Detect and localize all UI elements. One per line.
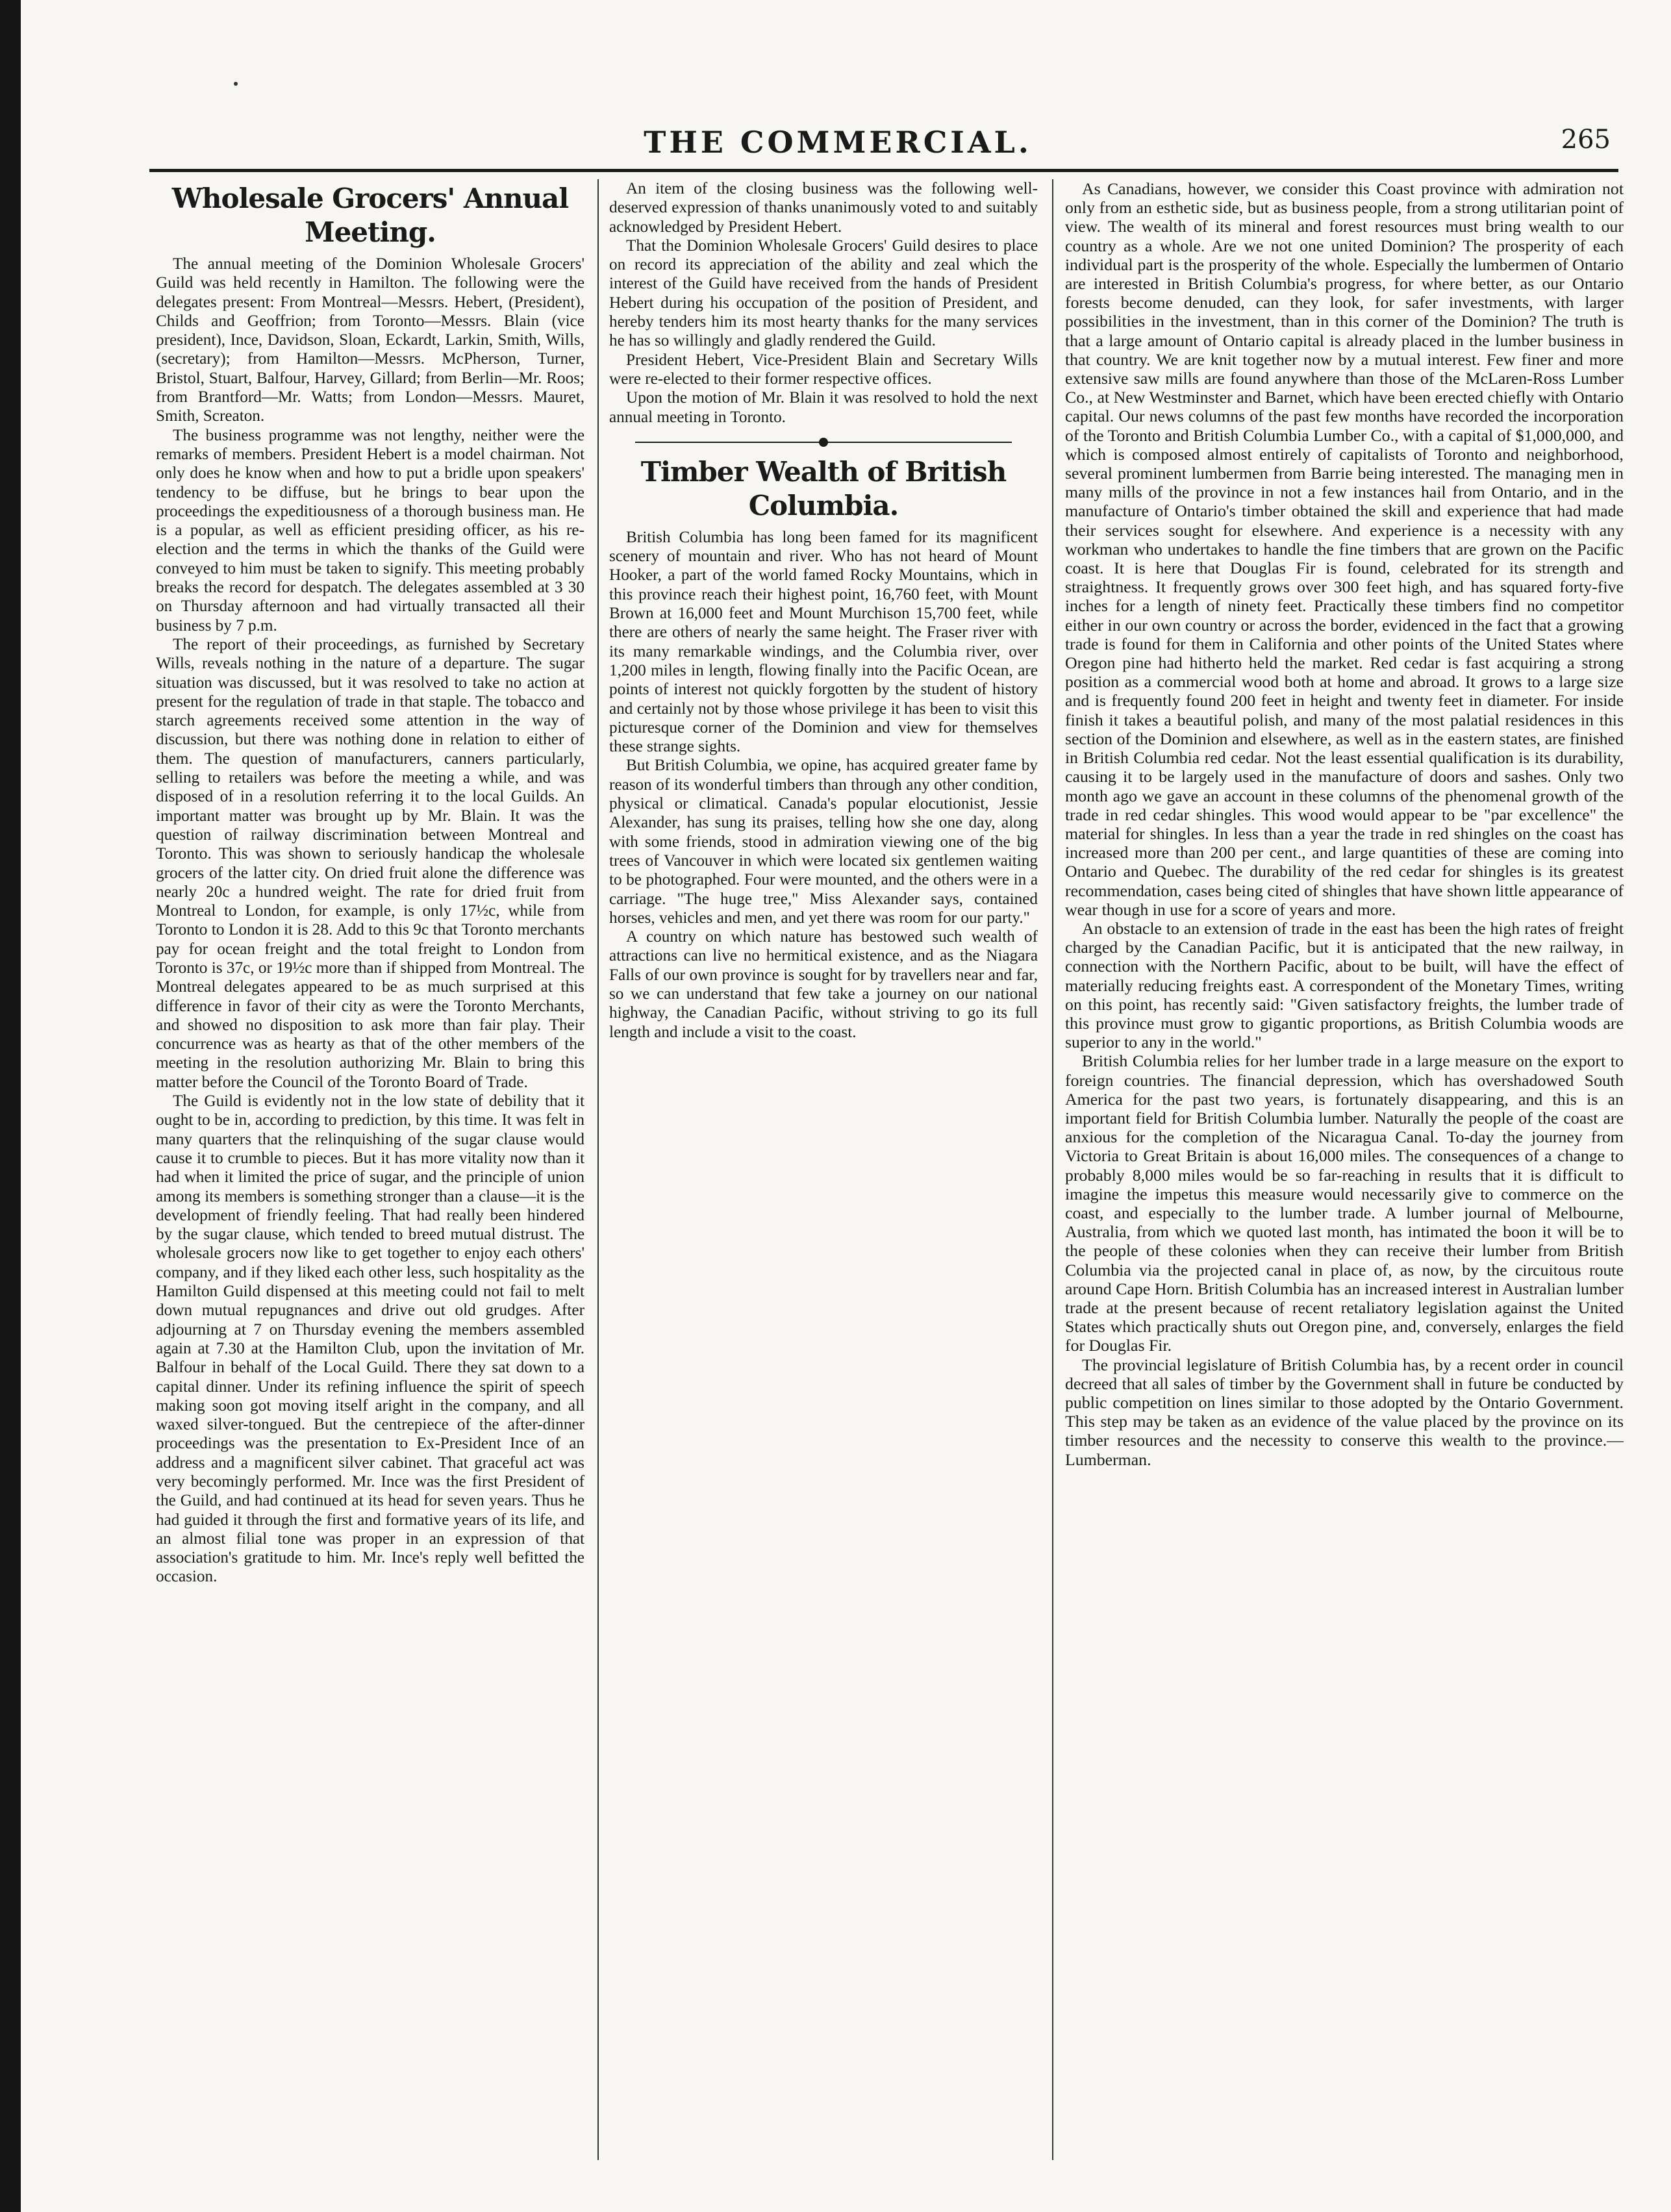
section-ornament xyxy=(635,436,1012,449)
column-2 xyxy=(609,179,1038,2160)
header-rule xyxy=(149,169,1618,172)
article-paragraph: The Guild is evidently not in the low state of debility that it ought to be in, according to prediction, by this time. It was felt in many quarters that the relinquishing of the sugar clause would cause it to crumble to pieces. But it has more vitality now than it had when it limited the price of sugar, and the principle of union among its members is something stronger than a clause—it is the development of friendly feeling. That had really been hindered by the sugar clause, which tended to breed mutual distrust. The wholesale grocers now like to get together to enjoy each others' company, and if they liked each other less, such hospitality as the Hamilton Guild dispensed at this meeting could not fail to melt down mutual repugnances and drive out old grudges. After adjourning at 7 on Thursday evening the members assembled again at 7.30 at the Hamilton Club, upon the invitation of Mr. Balfour in behalf of the Local Guild. There they sat down to a capital dinner. Under its refining influence the spirit of speech making soon got moving itself aright in the company, and all waxed silver-tongued. But the centrepiece of the after-dinner proceedings was the presentation to Ex-President Ince of an address and a magnificent silver cabinet. That graceful act was very becomingly performed. Mr. Ince was the first President of the Guild, and had continued at its head for seven years. Thus he had guided it through the first and formative years of its life, and an almost filial tone was proper in an expression of that association's gratitude to him. Mr. Ince's reply well befitted the occasion. xyxy=(156,1092,584,1586)
column-3 xyxy=(1065,179,1624,2160)
column-1 xyxy=(156,179,584,2160)
article-paragraph: The annual meeting of the Dominion Wholesale Grocers' Guild was held recently in Hamilton. The following were the delegates present: From Montreal—Messrs. Hebert, (President), Childs and Geoffrion; from Toronto—Messrs. Blain (vice president), Ince, Davidson, Sloan, Eckardt, Larkin, Smith, Wills, (secretary); from Hamilton—Messrs. McPherson, Turner, Bristol, Stuart, Balfour, Harvey, Gillard; from Berlin—Mr. Roos; from Brantford—Mr. Watts; from London—Messrs. Mauret, Smith, Screaton. xyxy=(156,255,584,425)
article-paragraph: But British Columbia, we opine, has acquired greater fame by reason of its wonderful timbers than through any other condition, physical or climatical. Canada's popular elocutionist, Jessie Alexander, has sung its praises, telling how she one day, along with some friends, stood in admiration viewing one of the big trees of Vancouver in which were located six gentlemen waiting to be photographed. Four were mounted, and the others were in a carriage. "The huge tree," Miss Alexander says, contained horses, vehicles and men, and yet there was room for our party." xyxy=(609,757,1038,927)
print-speck xyxy=(234,82,238,86)
article-paragraph: Upon the motion of Mr. Blain it was resolved to hold the next annual meeting in Toronto. xyxy=(609,389,1038,426)
page-number: 265 xyxy=(1561,125,1611,155)
page-binding-edge xyxy=(0,0,21,2212)
article-paragraph: An item of the closing business was the following well-deserved expression of thanks unanimously voted to and suitably acknowledged by President Hebert. xyxy=(609,180,1038,236)
column-divider xyxy=(1052,179,1053,2160)
column-divider xyxy=(597,179,599,2160)
article-paragraph: The business programme was not lengthy, neither were the remarks of members. President Hebert is a model chairman. Not only does he know when and how to put a bridle upon speakers' tendency to be diffuse, but he brings to bear upon the proceedings the expeditiousness of a thorough business man. He is a popular, as well as efficient presiding officer, as his re-election and the terms in which the thanks of the Guild were conveyed to him must be taken to signify. This meeting probably breaks the record for despatch. The delegates assembled at 3 30 on Thursday afternoon and had virtually transacted all their business by 7 p.m. xyxy=(156,426,584,635)
article-paragraph: That the Dominion Wholesale Grocers' Guild desires to place on record its appreciation of the ability and zeal which the interest of the Guild have received from the hands of President Hebert during his occupation of the position of President, and hereby tenders him its most hearty thanks for the many services he has so willingly and gladly rendered the Guild. xyxy=(609,236,1038,350)
article-paragraph: As Canadians, however, we consider this Coast province with admiration not only from an esthetic side, but as business people, from a strong utilitarian point of view. The wealth of its mineral and forest resources must bring wealth to our country as a whole. Are we not one united Dominion? The prosperity of each individual part is the prosperity of the whole. Especially the lumbermen of Ontario are interested in British Columbia's progress, for where better, as our Ontario forests become denuded, can they look, for safer investments, with larger possibilities in the investment, than in this corner of the Dominion? The truth is that a large amount of Ontario capital is already placed in the lumber business in that country. We are knit together now by a mutual interest. Few finer and more extensive saw mills are found anywhere than those of the McLaren-Ross Lumber Co., at New Westminster and Barnet, which have been erected chiefly with Ontario capital. Our news columns of the past few months have recorded the incorporation of the Toronto and British Columbia Lumber Co., with a capital of $1,000,000, and which is composed almost entirely of capitalists of Toronto and neighborhood, several prominent lumbermen from Barrie being interested. The managing men in many mills of the province in not a few instances hail from Ontario, and in the manufacture of Ontario's timber obtained the skill and experience that had made their services sought for elsewhere. And experience is a necessity with any workman who undertakes to handle the fine timbers that are grown on the Pacific coast. It is here that Douglas Fir is found, celebrated for its strength and straightness. It frequently grows over 300 feet high, and has squared forty-five inches for a length of ninety feet. Practically these timbers find no competitor either in our own country or across the border, evidenced in the fact that a growing trade is found for them in California and other points of the United States where Oregon pine had hitherto held the market. Red cedar is fast acquiring a strong position as a commercial wood both at home and abroad. It grows to a large size and is frequently found 200 feet in height and twenty feet in diameter. For inside finish it takes a beautiful polish, and many of the most palatial residences in this section of the Dominion and elsewhere, as well as in the eastern states, are finished in British Columbia red cedar. Not the least essential qualification is its durability, causing it to be largely used in the manufacture of doors and sashes. Only two month ago we gave an account in these columns of the phenomenal growth of the trade in red cedar shingles. This wood would appear to be "par excellence" the material for shingles. In less than a year the trade in red shingles on the coast has increased more than 200 per cent., and large quantities of these are coming into Ontario and Quebec. The durability of the red cedar for shingles is its greatest recommendation, cases being cited of shingles that have shown little appearance of wear though in use for a score of years and more. xyxy=(1065,179,1624,919)
article-paragraph: British Columbia relies for her lumber trade in a large measure on the export to foreign countries. The financial depression, which has overshadowed South America for the past two years, is fortunately disappearing, and this is an important field for British Columbia lumber. Naturally the people of the coast are anxious for the completion of the Nicaragua Canal. To-day the journey from Victoria to Great Britain is about 16,000 miles. The consequences of a change to probably 8,000 miles would be so far-reaching in results that it is difficult to imagine the impetus this measure would necessarily give to commerce on the coast, and especially to the lumber trade. A lumber journal of Melbourne, Australia, from which we quoted last month, has intimated the boon it will be to the people of these colonies when they can receive their lumber from British Columbia via the projected canal in place of, as now, by the circuitous route around Cape Horn. British Columbia has an increased interest in Australian lumber trade at the present because of recent retaliatory legislation against the United States which practically shuts out Oregon pine, and, conversely, enlarges the field for Douglas Fir. xyxy=(1065,1051,1624,1355)
article-paragraph: British Columbia has long been famed for its magnificent scenery of mountain and river. Who has not heard of Mount Hooker, a part of the world famed Rocky Mountains, which in this province reach their highest point, 16,760 feet, with Mount Brown at 16,000 feet and Mount Murchison 15,700 feet, while there are others of nearly the same height. The Fraser river with its many remarkable windings, and the Columbia river, over 1,200 miles in length, flowing finally into the Pacific Ocean, are points of interest not quickly forgotten by the student of history and certainly not by those whose privilege it has been to visit this picturesque corner of the Dominion and view for themselves these strange sights. xyxy=(609,528,1038,756)
article-paragraph: The report of their proceedings, as furnished by Secretary Wills, reveals nothing in the nature of a departure. The sugar situation was discussed, but it was resolved to take no action at present for the regulation of trade in that staple. The tobacco and starch agreements received some attention in the way of discussion, but there was nothing done in relation to either of them. The question of manufacturers, canners particularly, selling to retailers was before the meeting a while, and was disposed of in a resolution referring it to the local Guilds. An important matter was brought up by Mr. Blain. It was the question of railway discrimination between Montreal and Toronto. This was shown to seriously handicap the wholesale grocers of the latter city. On dried fruit alone the difference was nearly 20c a hundred weight. The rate for dried fruit from Montreal to London, for example, is only 17½c, while from Toronto to London it is 28. Add to this 9c that Toronto merchants pay for ocean freight and the total freight to London from Toronto is 37c, or 19½c more than if shipped from Montreal. The Montreal delegates appeared to be as much surprised at this difference in favor of their city as were the Toronto Merchants, and showed no disposition to ask more than fair play. Their concurrence was as hearty as that of the other members of the meeting in the resolution authorizing Mr. Blain to bring this matter before the Council of the Toronto Board of Trade. xyxy=(156,635,584,1091)
article-paragraph: An obstacle to an extension of trade in the east has been the high rates of freight charged by the Canadian Pacific, but it is anticipated that the new railway, in connection with the Northern Pacific, about to be built, will have the effect of materially reducing freights east. A correspondent of the Monetary Times, writing on this point, has recently said: "Given satisfactory freights, the lumber trade of this province must grow to gigantic proportions, as British Columbia woods are superior to any in the world." xyxy=(1065,918,1624,1052)
article-title: Timber Wealth of British Columbia. xyxy=(640,455,1007,522)
article-paragraph: A country on which nature has bestowed such wealth of attractions can live no hermitical existence, and as the Niagara Falls of our own province is sought for by travellers near and far, so we can understand that few take a journey on our national highway, the Canadian Pacific, without striving to go its full length and include a visit to the coast. xyxy=(609,928,1038,1041)
article-title: Wholesale Grocers' Annual Meeting. xyxy=(171,182,569,248)
article-paragraph: The provincial legislature of British Columbia has, by a recent order in council decreed that all sales of timber by the Government shall in future be conducted by public competition on lines similar to those adopted by the Ontario Government. This step may be taken as an evidence of the value placed by the province on its timber resources and the necessity to conserve this wealth to the province.—Lumberman. xyxy=(1065,1355,1624,1469)
masthead: THE COMMERCIAL. xyxy=(644,125,1032,160)
article-paragraph: President Hebert, Vice-President Blain and Secretary Wills were re-elected to their former respective offices. xyxy=(609,351,1038,388)
